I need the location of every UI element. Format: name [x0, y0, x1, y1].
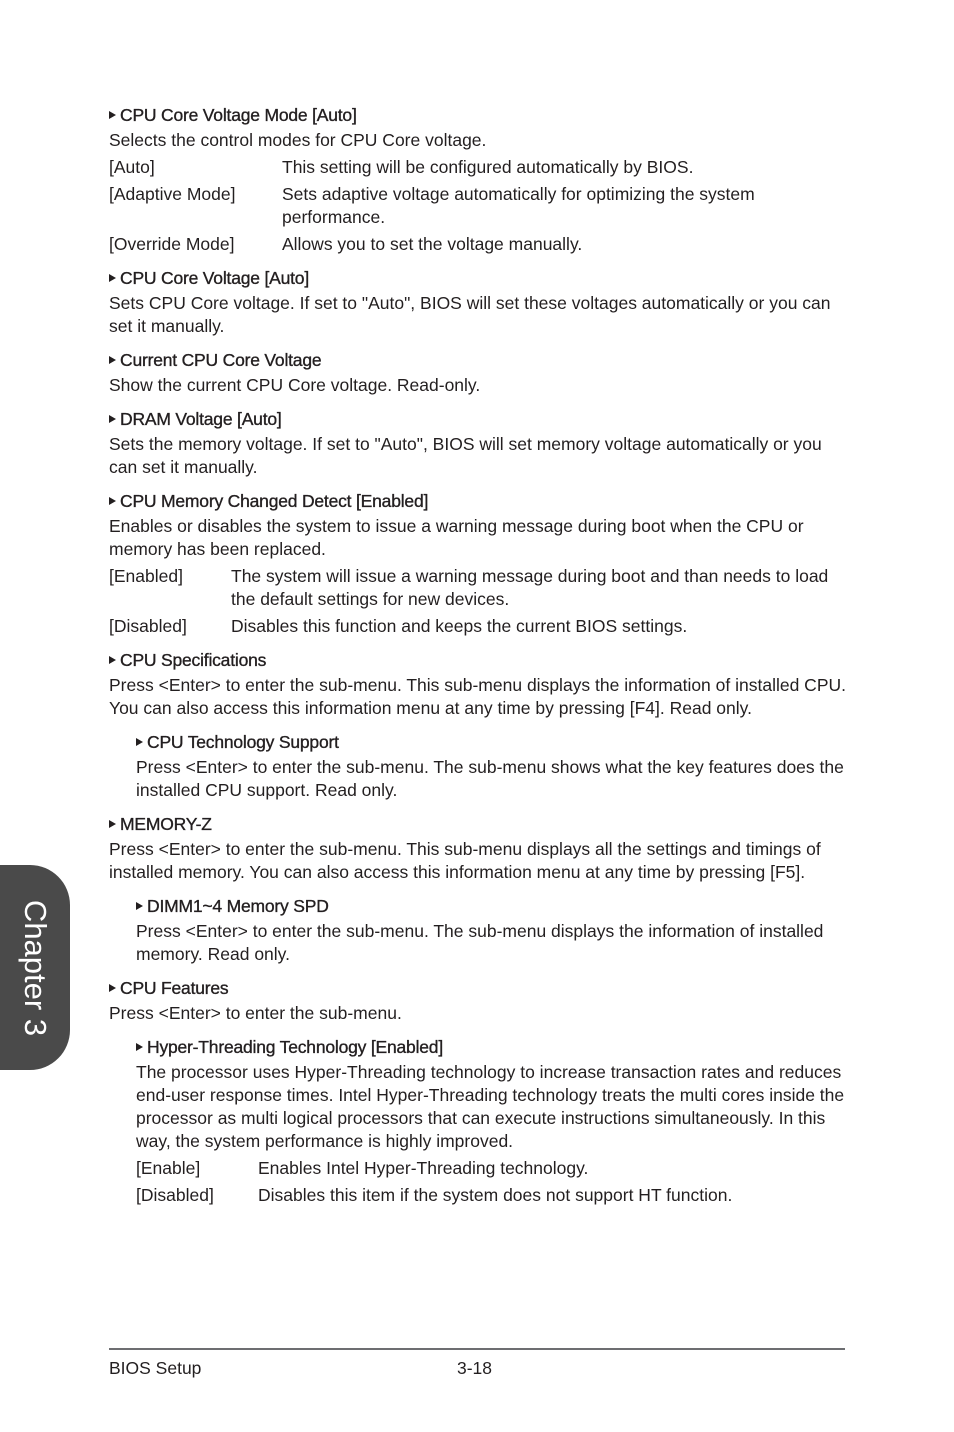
triangle-bullet-icon — [136, 1043, 143, 1051]
triangle-bullet-icon — [109, 415, 116, 423]
triangle-bullet-icon — [109, 984, 116, 992]
section-cpu-memory-changed-detect — [109, 489, 849, 638]
triangle-bullet-icon — [136, 902, 143, 910]
section-title: DIMM1~4 Memory SPD — [147, 896, 329, 916]
section-cpu-core-voltage — [109, 266, 849, 338]
option-key: [Disabled] — [136, 1185, 214, 1205]
section-description: Press <Enter> to enter the sub-menu. The sub-menu shows what the key features does the installed CPU support. Read only. — [136, 757, 844, 800]
section-title: MEMORY-Z — [120, 814, 212, 834]
option-row — [109, 615, 849, 638]
option-row — [109, 565, 849, 611]
option-key: [Disabled] — [109, 616, 187, 636]
section-dimm-memory-spd — [136, 894, 849, 966]
section-description: Sets CPU Core voltage. If set to "Auto", BIOS will set these voltages automatically or you can set it manually. — [109, 293, 831, 336]
triangle-bullet-icon — [136, 738, 143, 746]
section-memory-z — [109, 812, 849, 884]
section-title: CPU Core Voltage Mode [Auto] — [120, 105, 357, 125]
section-cpu-features — [109, 976, 849, 1025]
triangle-bullet-icon — [109, 497, 116, 505]
footer-divider — [109, 1348, 845, 1350]
section-current-cpu-core-voltage — [109, 348, 849, 397]
option-row — [109, 156, 849, 179]
option-row — [136, 1157, 849, 1180]
section-title: DRAM Voltage [Auto] — [120, 409, 282, 429]
option-value: Disables this item if the system does not support HT function. — [258, 1185, 733, 1205]
section-hyper-threading — [136, 1035, 849, 1207]
option-key: [Adaptive Mode] — [109, 184, 236, 204]
triangle-bullet-icon — [109, 111, 116, 119]
footer-title: BIOS Setup — [109, 1358, 202, 1378]
section-cpu-specifications — [109, 648, 849, 720]
section-description: Press <Enter> to enter the sub-menu. This sub-menu displays all the settings and timings of installed memory. You can also access this information menu at any time by pressing [F5]. — [109, 839, 821, 882]
section-title: CPU Technology Support — [147, 732, 339, 752]
manual-content — [109, 103, 849, 1217]
option-value: The system will issue a warning message during boot and than needs to load the default settings for new devices. — [231, 566, 829, 609]
option-value: This setting will be configured automatically by BIOS. — [282, 157, 694, 177]
triangle-bullet-icon — [109, 656, 116, 664]
option-row — [109, 233, 849, 256]
section-cpu-core-voltage-mode — [109, 103, 849, 256]
section-description: Press <Enter> to enter the sub-menu. This sub-menu displays the information of installed CPU. You can also access this information menu at any time by pressing [F4]. Read only. — [109, 675, 846, 718]
option-row — [109, 183, 849, 229]
section-description: The processor uses Hyper-Threading technology to increase transaction rates and reduces end-user response times. Intel Hyper-Threading technology treats the multi cores inside the processor as multi logical processors that can execute instructions simultaneously. In this way, the system performance is highly improved. — [136, 1062, 845, 1151]
section-title: CPU Core Voltage [Auto] — [120, 268, 309, 288]
section-description: Show the current CPU Core voltage. Read-only. — [109, 375, 481, 395]
option-value: Allows you to set the voltage manually. — [282, 234, 583, 254]
option-key: [Override Mode] — [109, 234, 235, 254]
option-key: [Enabled] — [109, 566, 183, 586]
chapter-tab-label: Chapter 3 — [18, 899, 53, 1036]
section-cpu-technology-support — [136, 730, 849, 802]
section-description: Sets the memory voltage. If set to "Auto", BIOS will set memory voltage automatically or you can set it manually. — [109, 434, 822, 477]
section-title: CPU Specifications — [120, 650, 267, 670]
section-description: Selects the control modes for CPU Core voltage. — [109, 130, 487, 150]
section-title: Current CPU Core Voltage — [120, 350, 322, 370]
option-value: Sets adaptive voltage automatically for optimizing the system performance. — [282, 184, 755, 227]
section-title: CPU Memory Changed Detect [Enabled] — [120, 491, 429, 511]
section-description: Enables or disables the system to issue a warning message during boot when the CPU or memory has been replaced. — [109, 516, 804, 559]
section-title: CPU Features — [120, 978, 229, 998]
option-key: [Enable] — [136, 1158, 201, 1178]
section-description: Press <Enter> to enter the sub-menu. The sub-menu displays the information of installed memory. Read only. — [136, 921, 824, 964]
triangle-bullet-icon — [109, 820, 116, 828]
section-description: Press <Enter> to enter the sub-menu. — [109, 1003, 402, 1023]
page-number: 3-18 — [457, 1358, 493, 1378]
option-value: Enables Intel Hyper-Threading technology. — [258, 1158, 589, 1178]
section-title: Hyper-Threading Technology [Enabled] — [147, 1037, 443, 1057]
triangle-bullet-icon — [109, 274, 116, 282]
triangle-bullet-icon — [109, 356, 116, 364]
section-dram-voltage — [109, 407, 849, 479]
option-row — [136, 1184, 849, 1207]
option-value: Disables this function and keeps the current BIOS settings. — [231, 616, 688, 636]
option-key: [Auto] — [109, 157, 155, 177]
chapter-tab — [0, 865, 70, 1070]
